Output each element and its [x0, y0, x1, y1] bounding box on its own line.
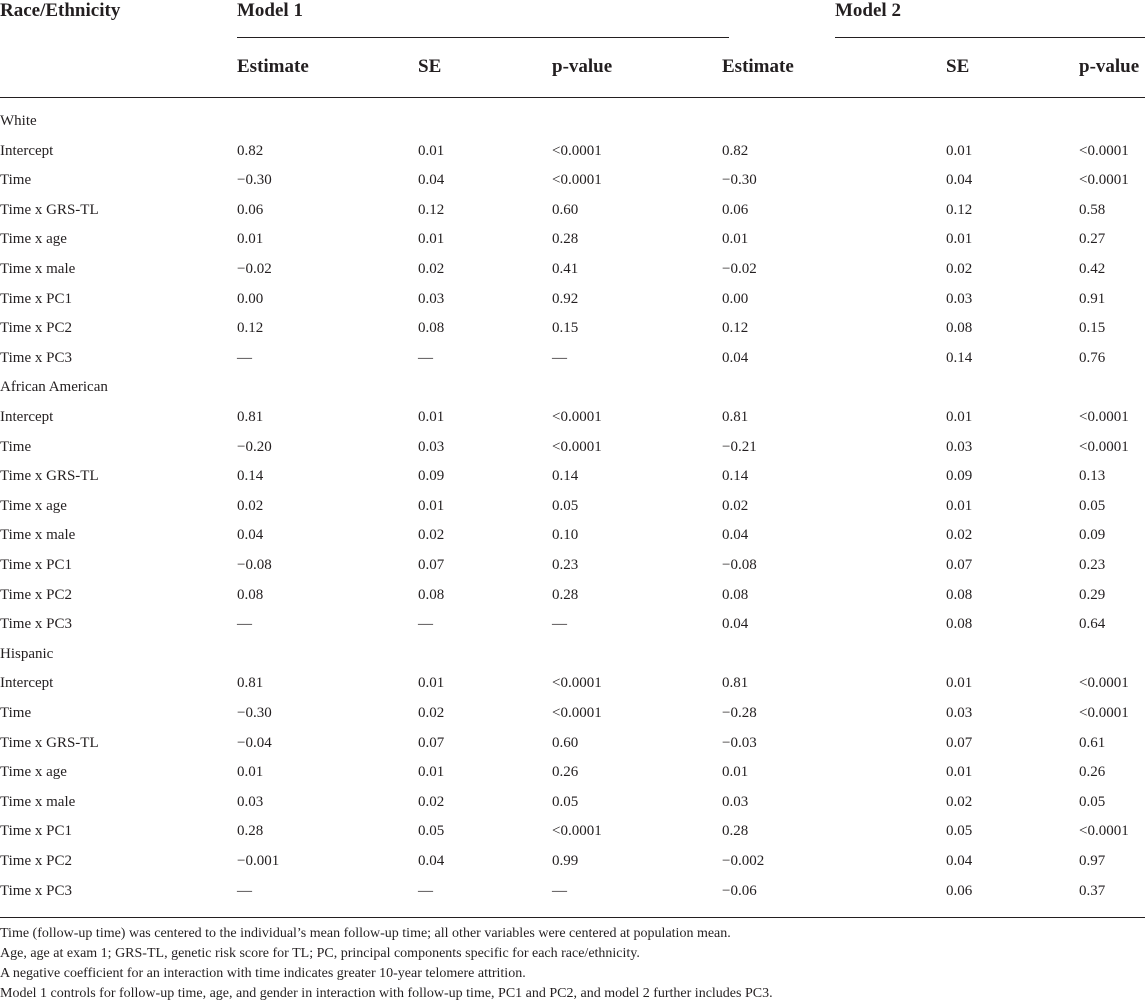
cell-se-1: 0.05 [418, 823, 445, 839]
cell-estimate-2: −0.08 [722, 557, 757, 573]
cell-estimate-1: 0.14 [237, 468, 264, 484]
row-label: Time x PC2 [0, 587, 72, 603]
cell-se-2: 0.07 [946, 735, 973, 751]
cell-pvalue-2: <0.0001 [1079, 823, 1129, 839]
cell-se-2: 0.05 [946, 823, 973, 839]
cell-se-2: 0.08 [946, 616, 973, 632]
cell-se-2: 0.08 [946, 320, 973, 336]
row-label: Time x male [0, 261, 76, 277]
row-label: Time x male [0, 794, 76, 810]
cell-estimate-1: — [237, 616, 252, 632]
cell-se-1: 0.04 [418, 853, 445, 869]
cell-estimate-2: 0.14 [722, 468, 749, 484]
row-label: Time x PC1 [0, 291, 72, 307]
col-header-se-1: SE [418, 56, 442, 77]
row-label: Time x age [0, 764, 67, 780]
cell-pvalue-2: 0.27 [1079, 231, 1106, 247]
cell-pvalue-1: 0.60 [552, 735, 579, 751]
cell-estimate-2: 0.82 [722, 143, 749, 159]
cell-se-2: 0.14 [946, 350, 973, 366]
cell-se-2: 0.08 [946, 587, 973, 603]
cell-estimate-1: — [237, 883, 252, 899]
cell-estimate-2: 0.02 [722, 498, 749, 514]
cell-se-2: 0.01 [946, 498, 973, 514]
cell-pvalue-2: 0.97 [1079, 853, 1106, 869]
cell-pvalue-1: — [552, 883, 567, 899]
cell-estimate-2: 0.04 [722, 527, 749, 543]
cell-se-2: 0.02 [946, 527, 973, 543]
cell-pvalue-1: 0.41 [552, 261, 579, 277]
cell-estimate-1: 0.28 [237, 823, 264, 839]
cell-se-1: 0.02 [418, 794, 445, 810]
cell-pvalue-2: 0.05 [1079, 498, 1106, 514]
cell-estimate-2: 0.04 [722, 350, 749, 366]
row-label: Time x GRS-TL [0, 202, 99, 218]
cell-estimate-1: 0.81 [237, 409, 264, 425]
cell-estimate-2: −0.30 [722, 172, 757, 188]
cell-se-1: 0.12 [418, 202, 445, 218]
cell-estimate-1: 0.01 [237, 231, 264, 247]
footnote-4: Model 1 controls for follow-up time, age, and gender in interaction with follow-up time, PC1 and PC2, and model 2 further includes PC3. [0, 986, 773, 1001]
cell-estimate-2: 0.08 [722, 587, 749, 603]
cell-se-1: — [418, 883, 433, 899]
row-label: Time x PC1 [0, 823, 72, 839]
row-label: Time x PC2 [0, 320, 72, 336]
cell-pvalue-2: 0.29 [1079, 587, 1106, 603]
cell-pvalue-1: <0.0001 [552, 705, 602, 721]
cell-estimate-1: 0.04 [237, 527, 264, 543]
cell-se-1: 0.01 [418, 675, 445, 691]
cell-se-2: 0.03 [946, 705, 973, 721]
cell-estimate-1: −0.001 [237, 853, 280, 869]
cell-se-2: 0.12 [946, 202, 973, 218]
cell-estimate-1: 0.08 [237, 587, 264, 603]
bottom-rule [0, 917, 1145, 918]
cell-estimate-2: 0.00 [722, 291, 749, 307]
cell-se-1: 0.01 [418, 231, 445, 247]
row-label: Time x GRS-TL [0, 735, 99, 751]
cell-se-2: 0.03 [946, 439, 973, 455]
model-2-rule [835, 37, 1145, 38]
cell-pvalue-1: — [552, 350, 567, 366]
cell-estimate-2: 0.06 [722, 202, 749, 218]
cell-estimate-1: 0.12 [237, 320, 264, 336]
cell-pvalue-2: <0.0001 [1079, 172, 1129, 188]
row-label: Time x PC1 [0, 557, 72, 573]
row-label: Intercept [0, 143, 54, 159]
footnote-1: Time (follow-up time) was centered to the individual’s mean follow-up time; all other variables were centered at population mean. [0, 926, 731, 941]
cell-estimate-1: −0.30 [237, 172, 272, 188]
cell-estimate-1: 0.02 [237, 498, 264, 514]
group-label: White [0, 113, 37, 129]
cell-se-2: 0.01 [946, 764, 973, 780]
row-label: Time x age [0, 498, 67, 514]
cell-estimate-1: 0.03 [237, 794, 264, 810]
cell-se-1: — [418, 350, 433, 366]
row-label: Time [0, 172, 32, 188]
cell-estimate-2: 0.03 [722, 794, 749, 810]
cell-pvalue-2: 0.13 [1079, 468, 1106, 484]
cell-se-1: 0.08 [418, 587, 445, 603]
cell-se-1: 0.03 [418, 291, 445, 307]
cell-se-2: 0.01 [946, 675, 973, 691]
cell-estimate-2: −0.002 [722, 853, 765, 869]
cell-pvalue-2: <0.0001 [1079, 143, 1129, 159]
cell-pvalue-2: <0.0001 [1079, 705, 1129, 721]
cell-estimate-2: 0.01 [722, 764, 749, 780]
cell-se-2: 0.01 [946, 231, 973, 247]
cell-pvalue-2: 0.76 [1079, 350, 1106, 366]
cell-se-2: 0.07 [946, 557, 973, 573]
cell-se-1: 0.01 [418, 143, 445, 159]
cell-se-2: 0.09 [946, 468, 973, 484]
cell-pvalue-2: 0.91 [1079, 291, 1106, 307]
cell-se-2: 0.01 [946, 143, 973, 159]
cell-pvalue-1: 0.92 [552, 291, 579, 307]
cell-se-2: 0.03 [946, 291, 973, 307]
col-header-se-2: SE [946, 56, 970, 77]
cell-estimate-1: −0.20 [237, 439, 272, 455]
cell-se-1: 0.08 [418, 320, 445, 336]
model-1-header: Model 1 [237, 0, 303, 21]
cell-pvalue-1: 0.05 [552, 498, 579, 514]
cell-pvalue-2: 0.05 [1079, 794, 1106, 810]
model-1-rule [237, 37, 729, 38]
cell-pvalue-1: <0.0001 [552, 143, 602, 159]
cell-pvalue-1: 0.05 [552, 794, 579, 810]
cell-estimate-2: 0.04 [722, 616, 749, 632]
cell-pvalue-1: 0.28 [552, 231, 579, 247]
row-label: Time [0, 439, 32, 455]
cell-estimate-1: 0.82 [237, 143, 264, 159]
model-2-header: Model 2 [835, 0, 901, 21]
col-header-pvalue-2: p-value [1079, 56, 1140, 77]
cell-pvalue-1: — [552, 616, 567, 632]
cell-pvalue-2: 0.42 [1079, 261, 1106, 277]
cell-pvalue-1: 0.14 [552, 468, 579, 484]
cell-pvalue-1: <0.0001 [552, 172, 602, 188]
group-label: Hispanic [0, 646, 54, 662]
row-label: Intercept [0, 409, 54, 425]
group-label: African American [0, 379, 108, 395]
cell-se-2: 0.01 [946, 409, 973, 425]
cell-estimate-1: 0.00 [237, 291, 264, 307]
row-label: Time x PC3 [0, 350, 72, 366]
row-label: Time x GRS-TL [0, 468, 99, 484]
row-label: Time x age [0, 231, 67, 247]
cell-se-1: 0.07 [418, 735, 445, 751]
cell-pvalue-2: <0.0001 [1079, 439, 1129, 455]
cell-se-1: 0.04 [418, 172, 445, 188]
cell-pvalue-1: <0.0001 [552, 409, 602, 425]
row-label: Time x PC2 [0, 853, 72, 869]
cell-estimate-1: −0.30 [237, 705, 272, 721]
cell-estimate-2: −0.28 [722, 705, 757, 721]
cell-estimate-2: −0.02 [722, 261, 757, 277]
cell-estimate-1: — [237, 350, 252, 366]
cell-se-1: — [418, 616, 433, 632]
cell-se-1: 0.01 [418, 409, 445, 425]
cell-pvalue-2: 0.37 [1079, 883, 1106, 899]
cell-pvalue-2: 0.09 [1079, 527, 1106, 543]
cell-pvalue-2: 0.23 [1079, 557, 1106, 573]
cell-estimate-2: −0.21 [722, 439, 757, 455]
cell-se-2: 0.02 [946, 794, 973, 810]
cell-se-2: 0.02 [946, 261, 973, 277]
cell-se-2: 0.06 [946, 883, 973, 899]
footnote-2: Age, age at exam 1; GRS-TL, genetic risk score for TL; PC, principal components specific for each race/ethnicity. [0, 946, 640, 961]
row-label: Time x PC3 [0, 883, 72, 899]
row-label: Time [0, 705, 32, 721]
cell-pvalue-2: <0.0001 [1079, 409, 1129, 425]
cell-pvalue-1: 0.28 [552, 587, 579, 603]
cell-pvalue-1: 0.23 [552, 557, 579, 573]
row-label: Time x PC3 [0, 616, 72, 632]
cell-pvalue-1: 0.26 [552, 764, 579, 780]
race-ethnicity-header: Race/Ethnicity [0, 0, 121, 21]
cell-pvalue-1: 0.60 [552, 202, 579, 218]
footnote-3: A negative coefficient for an interaction with time indicates greater 10-year telomere attrition. [0, 966, 526, 981]
col-header-estimate-2: Estimate [722, 56, 794, 77]
cell-se-1: 0.03 [418, 439, 445, 455]
cell-estimate-1: −0.04 [237, 735, 272, 751]
cell-pvalue-1: <0.0001 [552, 439, 602, 455]
cell-pvalue-2: <0.0001 [1079, 675, 1129, 691]
cell-estimate-2: 0.28 [722, 823, 749, 839]
cell-se-1: 0.02 [418, 705, 445, 721]
cell-pvalue-1: <0.0001 [552, 823, 602, 839]
cell-pvalue-1: 0.99 [552, 853, 579, 869]
cell-pvalue-2: 0.58 [1079, 202, 1106, 218]
row-label: Intercept [0, 675, 54, 691]
cell-pvalue-2: 0.61 [1079, 735, 1106, 751]
cell-estimate-1: 0.81 [237, 675, 264, 691]
cell-se-1: 0.01 [418, 498, 445, 514]
col-header-estimate-1: Estimate [237, 56, 309, 77]
cell-estimate-2: 0.01 [722, 231, 749, 247]
cell-se-1: 0.02 [418, 261, 445, 277]
cell-pvalue-2: 0.15 [1079, 320, 1106, 336]
header-rule [0, 97, 1145, 98]
cell-se-1: 0.09 [418, 468, 445, 484]
cell-pvalue-1: 0.10 [552, 527, 579, 543]
cell-pvalue-2: 0.26 [1079, 764, 1106, 780]
cell-estimate-2: 0.12 [722, 320, 749, 336]
cell-estimate-2: −0.03 [722, 735, 757, 751]
cell-estimate-2: 0.81 [722, 675, 749, 691]
cell-estimate-2: 0.81 [722, 409, 749, 425]
row-label: Time x male [0, 527, 76, 543]
cell-estimate-1: 0.06 [237, 202, 264, 218]
col-header-pvalue-1: p-value [552, 56, 613, 77]
cell-pvalue-1: <0.0001 [552, 675, 602, 691]
cell-se-2: 0.04 [946, 172, 973, 188]
cell-pvalue-2: 0.64 [1079, 616, 1106, 632]
cell-estimate-1: 0.01 [237, 764, 264, 780]
cell-estimate-1: −0.08 [237, 557, 272, 573]
cell-se-1: 0.01 [418, 764, 445, 780]
cell-estimate-2: −0.06 [722, 883, 757, 899]
cell-se-1: 0.02 [418, 527, 445, 543]
cell-estimate-1: −0.02 [237, 261, 272, 277]
cell-pvalue-1: 0.15 [552, 320, 579, 336]
cell-se-1: 0.07 [418, 557, 445, 573]
cell-se-2: 0.04 [946, 853, 973, 869]
